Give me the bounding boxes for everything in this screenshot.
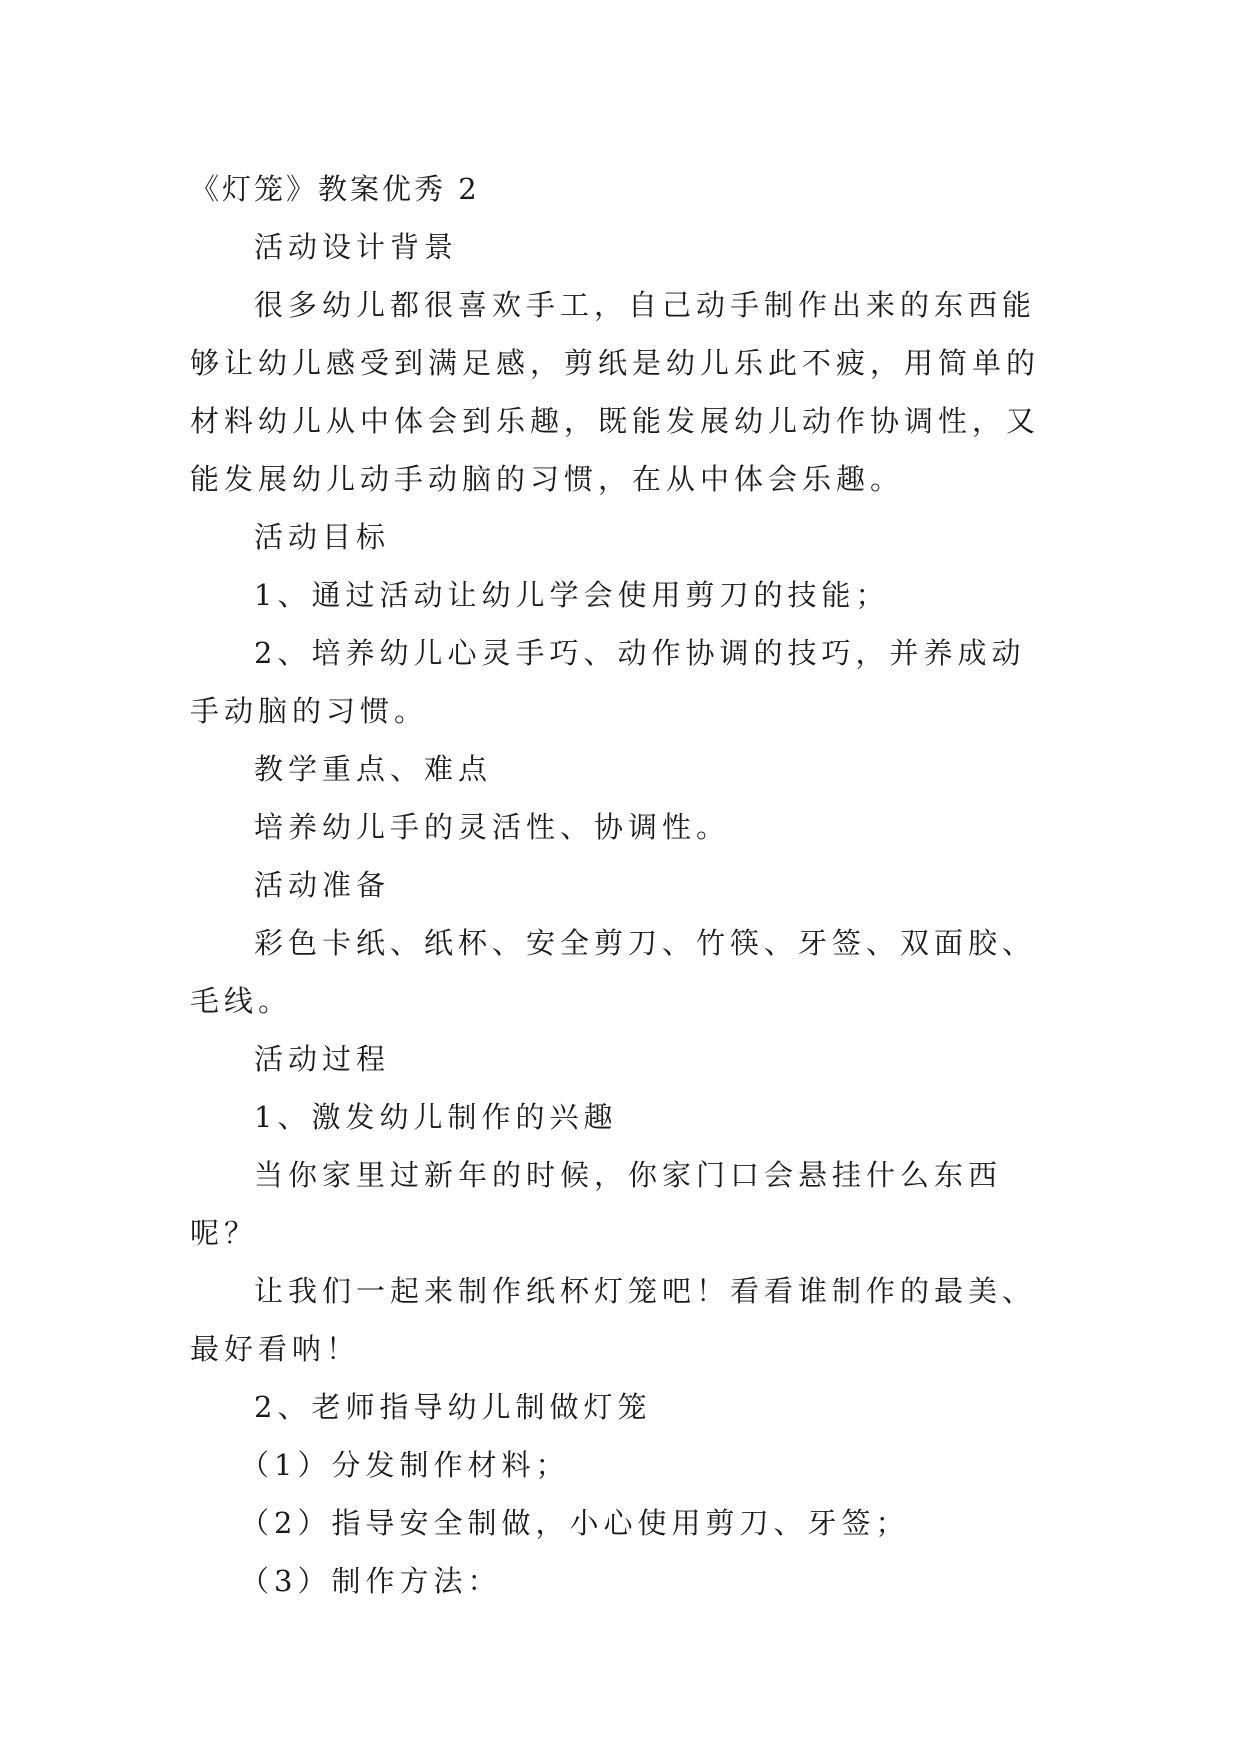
process-invitation: 让我们一起来制作纸杯灯笼吧！看看谁制作的最美、最好看呐！: [190, 1274, 1037, 1366]
document-title: 《灯笼》教案优秀 2: [190, 172, 480, 206]
process-substep-3: （3）制作方法：: [240, 1564, 502, 1598]
process-question: 当你家里过新年的时候，你家门口会悬挂什么东西呢？: [190, 1158, 1003, 1250]
process-step-2: 2、老师指导幼儿制做灯笼: [254, 1390, 652, 1424]
section-heading-background: 活动设计背景: [254, 230, 459, 264]
goal-item-1: 1、通过活动让幼儿学会使用剪刀的技能；: [254, 578, 890, 612]
section-heading-preparation: 活动准备: [254, 868, 391, 902]
document-body: [190, 160, 1050, 1610]
preparation-paragraph: 彩色卡纸、纸杯、安全剪刀、竹筷、牙签、双面胶、毛线。: [190, 926, 1037, 1018]
section-heading-goals: 活动目标: [254, 520, 391, 554]
goal-item-2: 2、培养幼儿心灵手巧、动作协调的技巧，并养成动手动脑的习惯。: [190, 636, 1026, 728]
background-paragraph: 很多幼儿都很喜欢手工，自己动手制作出来的东西能够让幼儿感受到满足感，剪纸是幼儿乐此不疲，用简单的材料幼儿从中体会到乐趣，既能发展幼儿动作协调性，又能发展幼儿动手动脑的习惯，在从中体会乐趣。: [190, 288, 1041, 496]
process-substep-1: （1）分发制作材料；: [240, 1448, 570, 1482]
section-heading-key-points: 教学重点、难点: [254, 752, 493, 786]
section-heading-process: 活动过程: [254, 1042, 391, 1076]
process-substep-2: （2）指导安全制做，小心使用剪刀、牙签；: [240, 1506, 910, 1540]
key-points-paragraph: 培养幼儿手的灵活性、协调性。: [254, 810, 731, 844]
process-step-1: 1、激发幼儿制作的兴趣: [254, 1100, 618, 1134]
